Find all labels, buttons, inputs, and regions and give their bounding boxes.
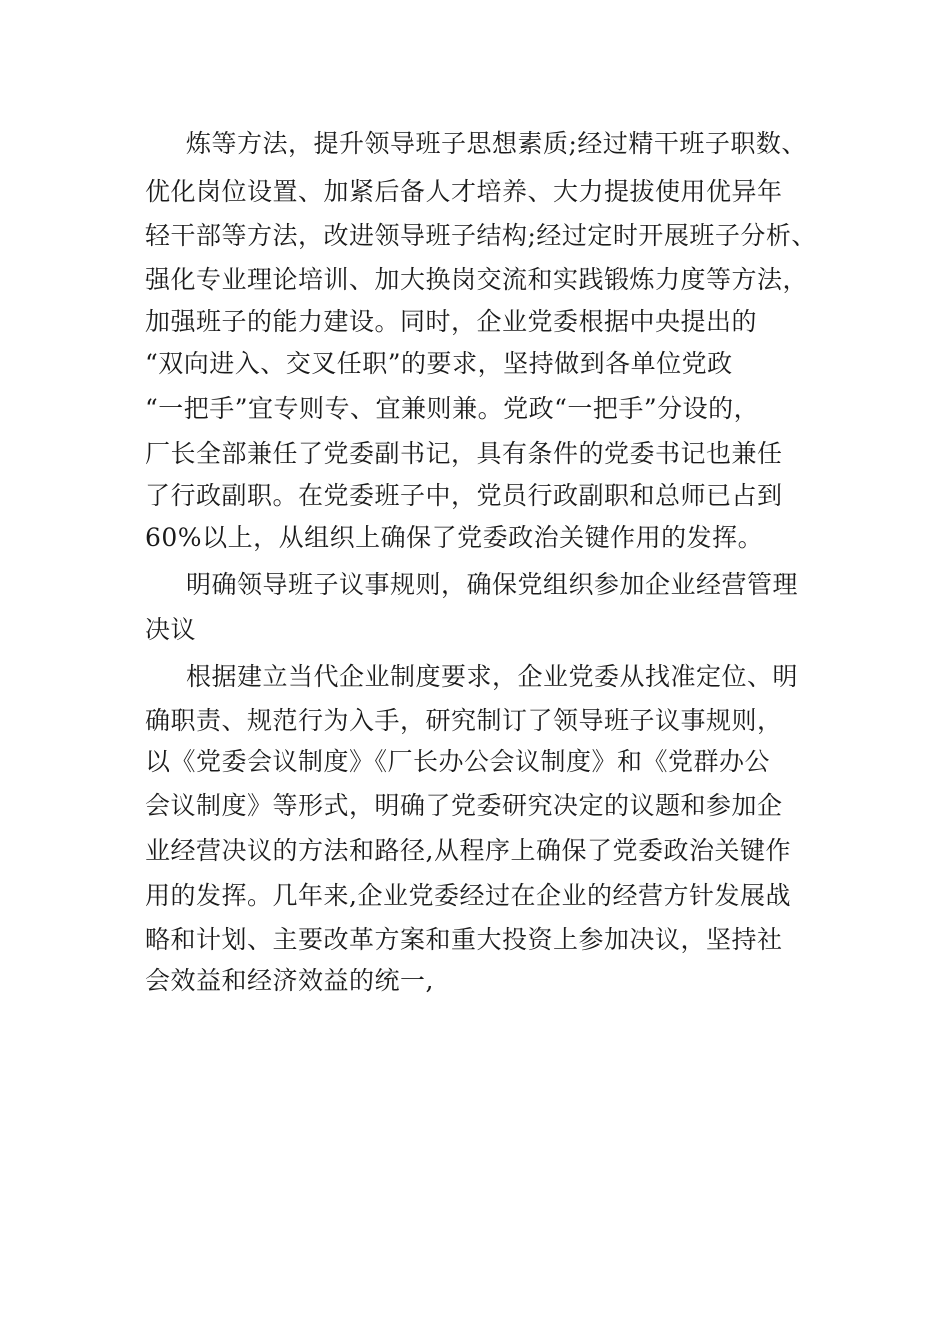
section-heading-line-2: 决议: [145, 615, 197, 644]
paragraph-1-line-1: 炼等方法，提升领导班子思想素质;经过精干班子职数、: [186, 129, 807, 158]
paragraph-2-line-8: 会效益和经济效益的统一,: [145, 966, 434, 995]
paragraph-2-line-6: 用的发挥。几年来,企业党委经过在企业的经营方针发展战: [145, 881, 791, 910]
paragraph-1-line-4: 强化专业理论培训、加大换岗交流和实践锻炼力度等方法，: [145, 265, 809, 294]
paragraph-1-line-5: 加强班子的能力建设。同时，企业党委根据中央提出的: [145, 307, 758, 336]
paragraph-1-line-7: “一把手”宜专则专、宜兼则兼。党政“一把手”分设的，: [145, 394, 760, 423]
paragraph-1-line-2: 优化岗位设置、加紧后备人才培养、大力提拔使用优异年: [145, 177, 783, 206]
section-heading-line-1: 明确领导班子议事规则，确保党组织参加企业经营管理: [186, 570, 799, 599]
paragraph-2-line-2: 确职责、规范行为入手，研究制订了领导班子议事规则，: [145, 706, 783, 735]
paragraph-2-line-4: 会议制度》等形式，明确了党委研究决定的议题和参加企: [145, 791, 783, 820]
paragraph-2-line-3: 以《党委会议制度》《厂长办公会议制度》和《党群办公: [145, 747, 771, 776]
paragraph-2-line-1: 根据建立当代企业制度要求，企业党委从找准定位、明: [186, 662, 799, 691]
paragraph-1-line-10: 60%以上，从组织上确保了党委政治关键作用的发挥。: [145, 523, 764, 552]
paragraph-1-line-9: 了行政副职。在党委班子中，党员行政副职和总师已占到: [145, 481, 783, 510]
paragraph-1-line-8: 厂长全部兼任了党委副书记，具有条件的党委书记也兼任: [145, 439, 783, 468]
paragraph-1-line-3: 轻干部等方法，改进领导班子结构;经过定时开展班子分析、: [145, 221, 817, 250]
paragraph-1-line-6: “双向进入、交叉任职”的要求，坚持做到各单位党政: [145, 349, 733, 378]
paragraph-2-line-5: 业经营决议的方法和路径,从程序上确保了党委政治关键作: [145, 836, 791, 865]
paragraph-2-line-7: 略和计划、主要改革方案和重大投资上参加决议，坚持社: [145, 925, 783, 954]
